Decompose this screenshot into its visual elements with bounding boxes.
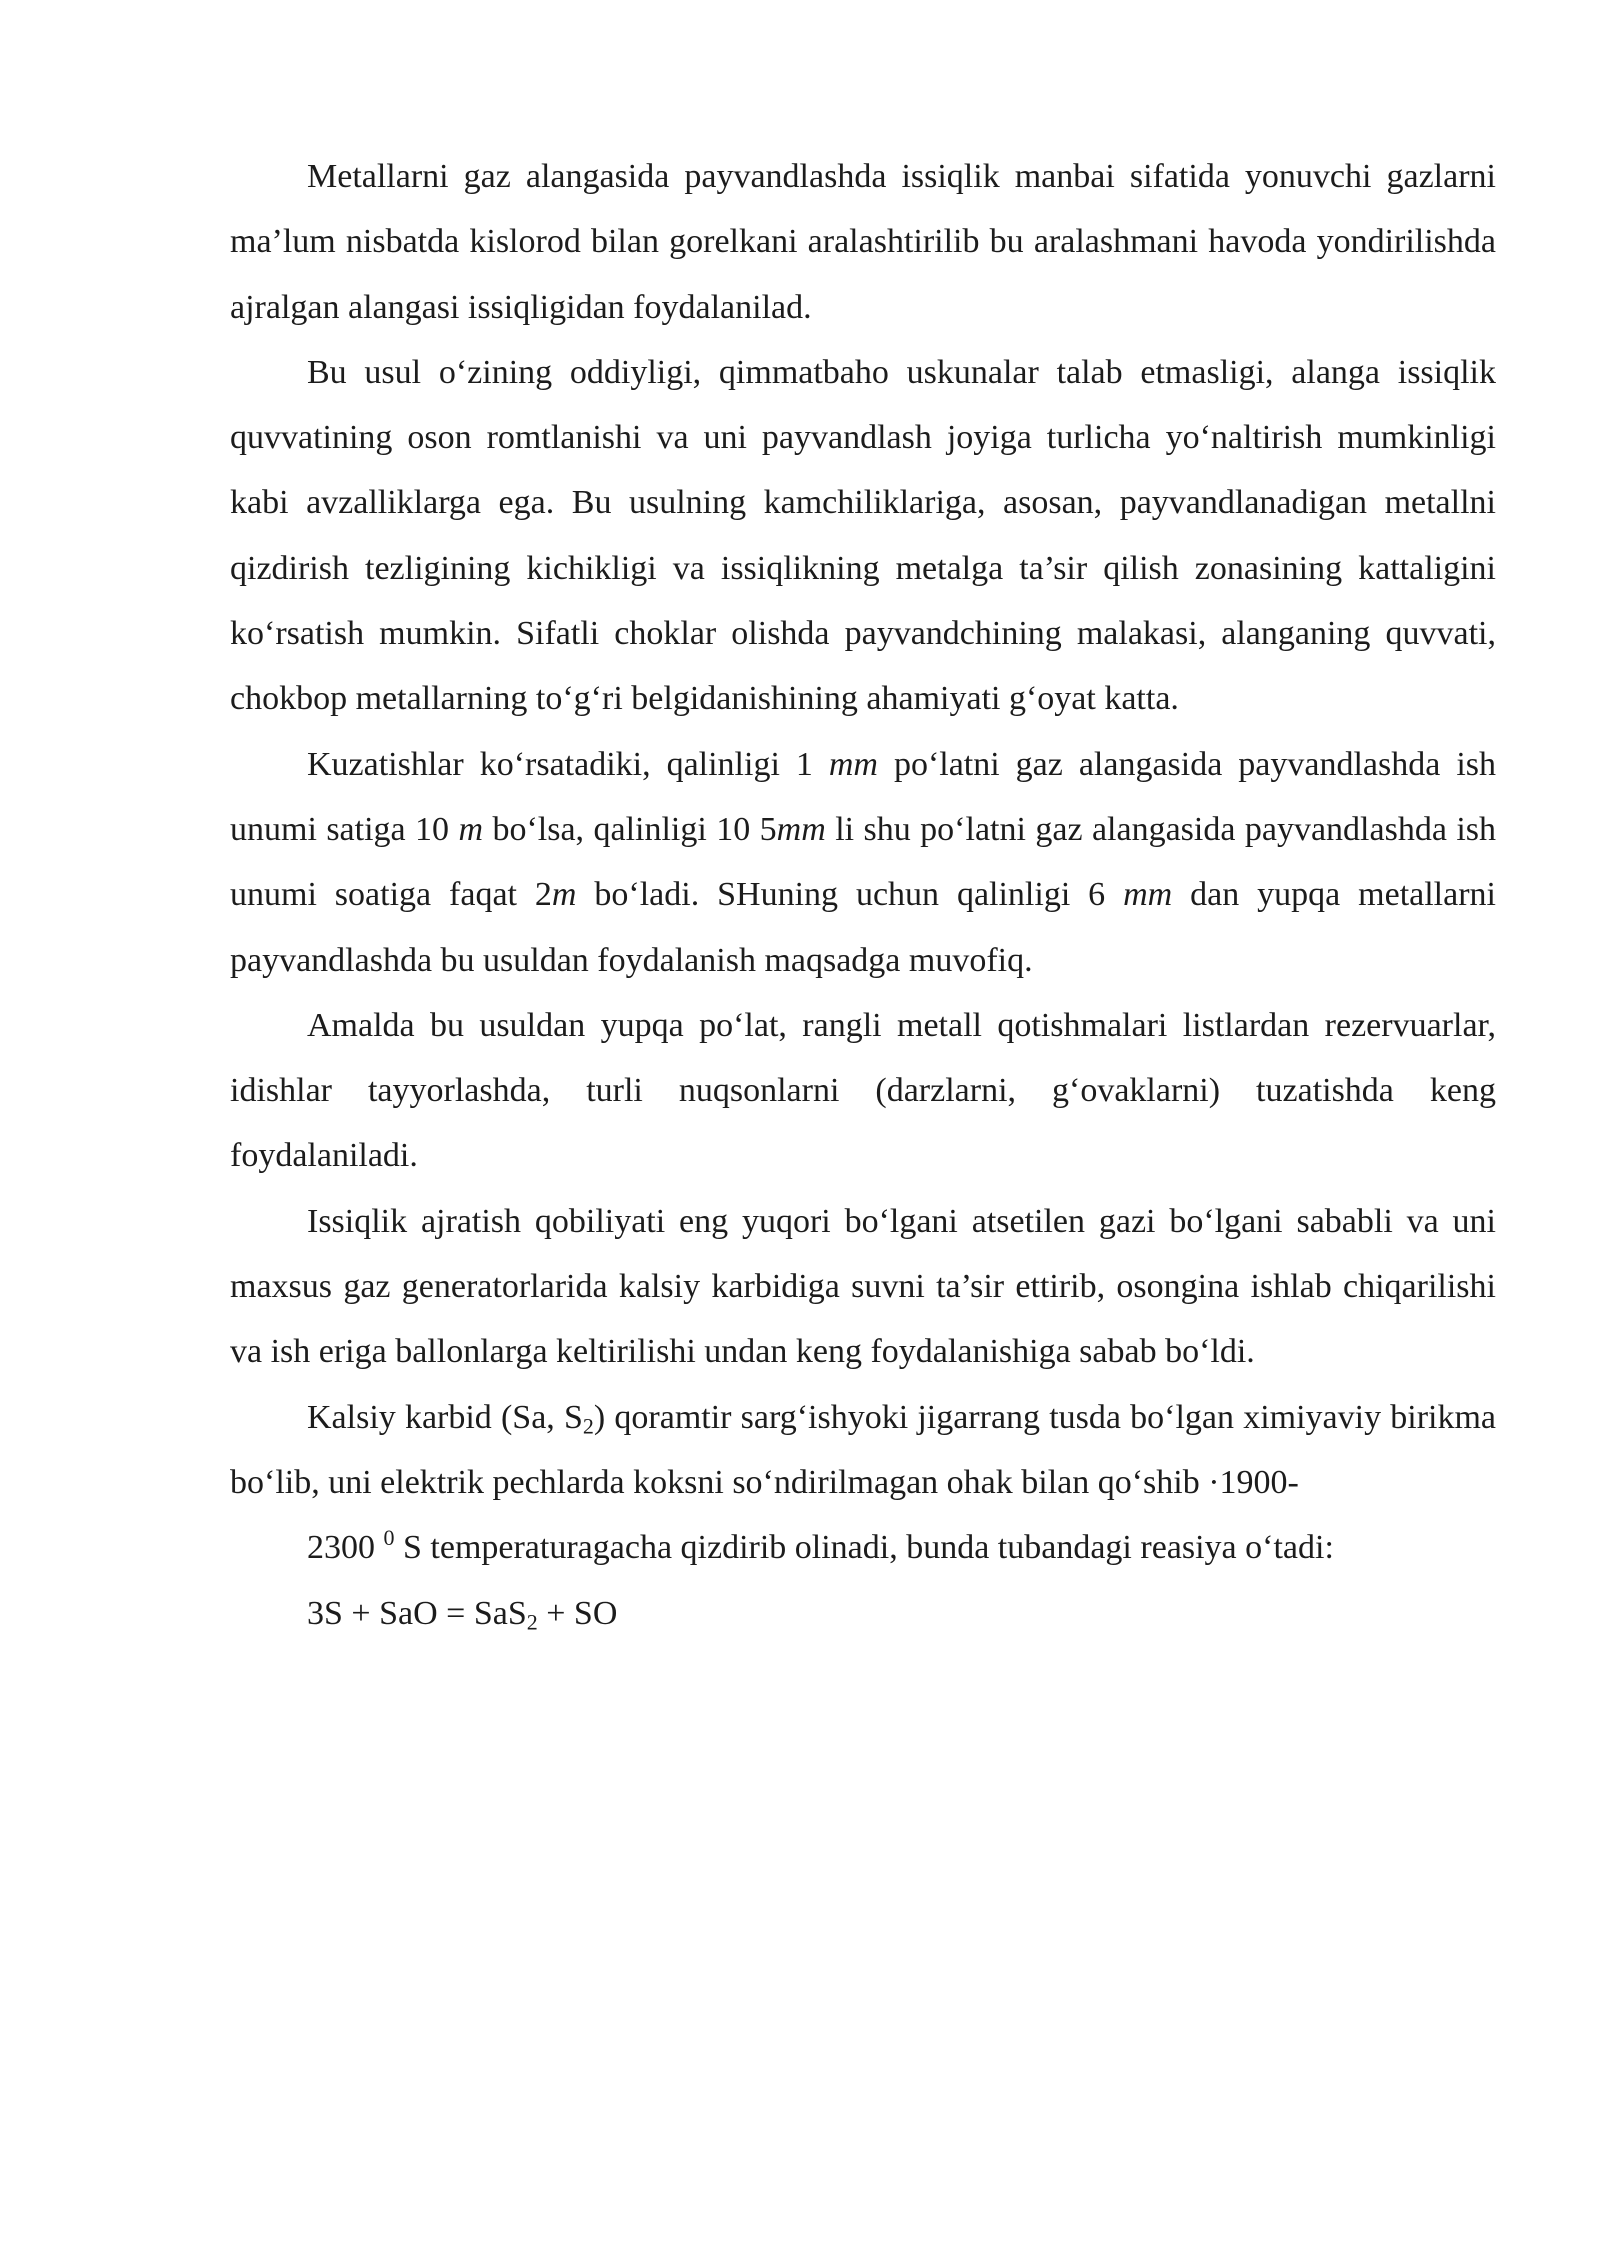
paragraph-4: Amalda bu usuldan yupqa po‘lat, rangli metall qotishmalari listlardan rezervuarlar, idishlar tayyorlashda, turli nuqsonlarni (darzlarni, g‘ovaklarni) tuzatishda keng foydalaniladi. — [230, 1006, 1496, 1175]
paragraph-3-text-6: dan yupqa metallarni payvandlashda bu usuldan foydalanish maqsadga muvofiq. — [230, 876, 1496, 979]
paragraph-6-text-2: ) qoramtir sarg‘ishyoki jigarrang tusda bo‘lgan ximiyaviy birikma bo‘lib, uni elektrik pechlarda koksni so‘ndirilmagan ohak bilan qo‘shib ·1900- — [230, 1398, 1497, 1501]
paragraph-5: Issiqlik ajratish qobiliyati eng yuqori bo‘lgani atsetilen gazi bo‘lgani sababli va uni maxsus gaz generatorlarida kalsiy karbidiga suvni ta’sir ettirib, osongina ishlab chiqarilishi va ish eriga ballonlarga keltirilishi undan keng foydalanishiga sabab bo‘ldi. — [230, 1202, 1496, 1371]
equation-text-2: + SO — [537, 1594, 618, 1632]
chemical-equation — [230, 1581, 1496, 1646]
paragraph-6 — [230, 1385, 1496, 1516]
paragraph-6-text-1: Kalsiy karbid (Sa, S — [307, 1398, 583, 1436]
subscript-2: 2 — [582, 1413, 594, 1439]
paragraph-3-text-3: bo‘lsa, qalinligi 10 5 — [483, 810, 777, 848]
paragraph-3-text-1: Kuzatishlar ko‘rsatadiki, qalinligi 1 — [307, 745, 829, 783]
unit-m-1: m — [458, 810, 484, 848]
unit-mm-2: mm — [776, 810, 826, 848]
unit-m-2: m — [551, 876, 577, 914]
paragraph-7-text-2: S temperaturagacha qizdirib olinadi, bunda tubandagi reasiya o‘tadi: — [394, 1529, 1334, 1567]
paragraph-3 — [230, 732, 1496, 993]
equation-subscript-2: 2 — [526, 1609, 538, 1635]
paragraph-7-text-1: 2300 — [307, 1529, 384, 1567]
unit-mm-1: mm — [828, 745, 878, 783]
equation-text-1: 3S + SaO = SaS — [307, 1594, 527, 1632]
degree-superscript: 0 — [383, 1525, 395, 1551]
unit-mm-3: mm — [1123, 876, 1173, 914]
paragraph-7 — [230, 1515, 1496, 1580]
document-page — [230, 144, 1496, 1646]
paragraph-2: Bu usul o‘zining oddiyligi, qimmatbaho uskunalar talab etmasligi, alanga issiqlik quvvatining oson romtlanishi va uni payvandlash joyiga turlicha yo‘naltirish mumkinligi kabi avzalliklarga ega. Bu usulning kamchiliklariga, asosan, payvandlanadigan metallni qizdirish tezligining kichikligi va issiqlikning metalga ta’sir qilish zonasining kattaligini ko‘rsatish mumkin. Sifatli choklar olishda payvandchining malakasi, alanganing quvvati, chokbop metallarning to‘g‘ri belgidanishining ahamiyati g‘oyat katta. — [230, 353, 1496, 718]
paragraph-3-text-4: li shu po‘latni gaz alangasida payvandlashda ish unumi soatiga faqat 2 — [230, 810, 1497, 914]
paragraph-1: Metallarni gaz alangasida payvandlashda issiqlik manbai sifatida yonuvchi gazlarni ma’lum nisbatda kislorod bilan gorelkani aralashtirilib bu aralashmani havoda yondirilishda ajralgan alangasi issiqligidan foydalanilad. — [230, 158, 1496, 326]
paragraph-3-text-2: po‘latni gaz alangasida payvandlashda ish unumi satiga 10 — [230, 745, 1497, 848]
paragraph-3-text-5: bo‘ladi. SHuning uchun qalinligi 6 — [576, 876, 1124, 914]
